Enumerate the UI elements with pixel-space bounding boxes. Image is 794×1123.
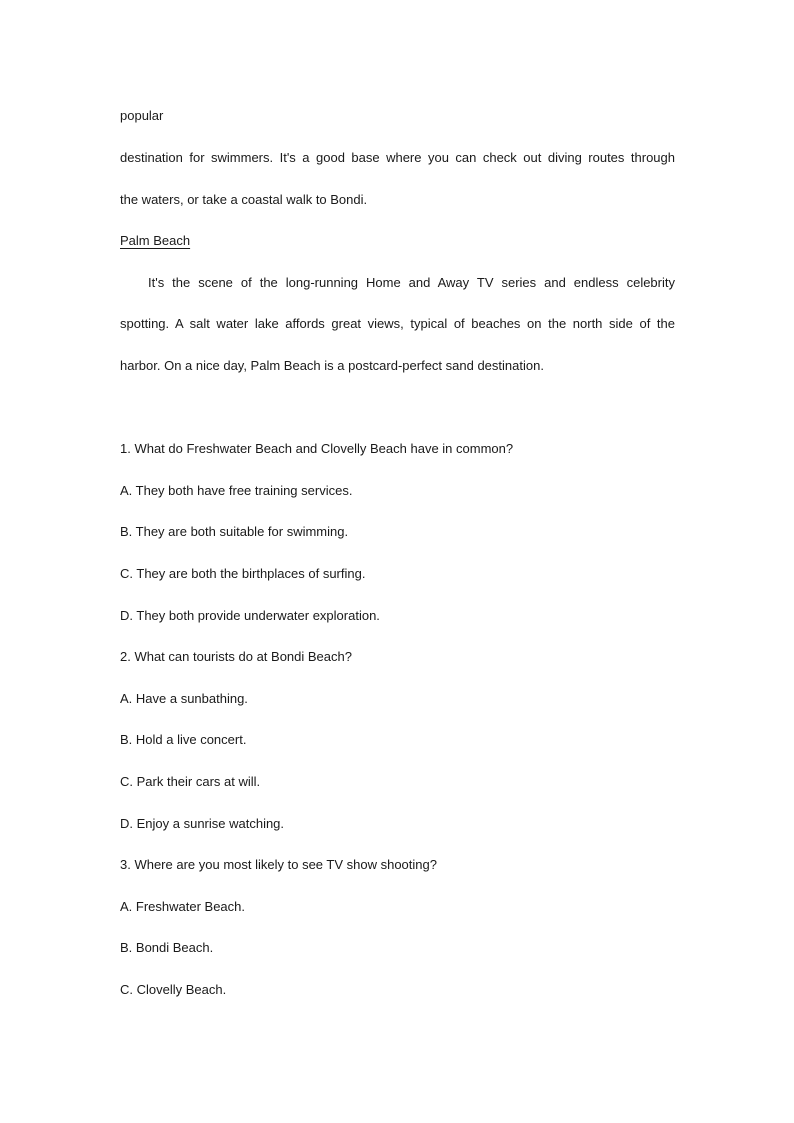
passage-line: the waters, or take a coastal walk to Bondi. (120, 192, 368, 207)
question-option: B. Bondi Beach. (120, 940, 214, 955)
question-option: C. Park their cars at will. (120, 774, 261, 789)
question-option: C. They are both the birthplaces of surfing. (120, 566, 366, 581)
passage-line: popular (120, 108, 164, 123)
passage-line: destination for swimmers. It's a good base where you can check out diving routes through (120, 150, 675, 165)
paragraph-line: spotting. A salt water lake affords great views, typical of beaches on the north side of the (120, 316, 675, 331)
question-option: A. Freshwater Beach. (120, 899, 245, 914)
question-option: B. Hold a live concert. (120, 732, 247, 747)
question-stem: 1. What do Freshwater Beach and Clovelly Beach have in common? (120, 441, 514, 456)
question-option: D. Enjoy a sunrise watching. (120, 816, 285, 831)
section-heading: Palm Beach (120, 233, 191, 248)
paragraph-line: harbor. On a nice day, Palm Beach is a postcard-perfect sand destination. (120, 358, 544, 373)
question-option: C. Clovelly Beach. (120, 982, 227, 997)
question-option: A. Have a sunbathing. (120, 691, 248, 706)
question-option: D. They both provide underwater exploration. (120, 608, 380, 623)
paragraph-line: It's the scene of the long-running Home and Away TV series and endless celebrity (148, 275, 675, 290)
question-stem: 2. What can tourists do at Bondi Beach? (120, 649, 352, 664)
question-stem: 3. Where are you most likely to see TV show shooting? (120, 857, 437, 872)
question-option: B. They are both suitable for swimming. (120, 524, 349, 539)
question-option: A. They both have free training services. (120, 483, 353, 498)
